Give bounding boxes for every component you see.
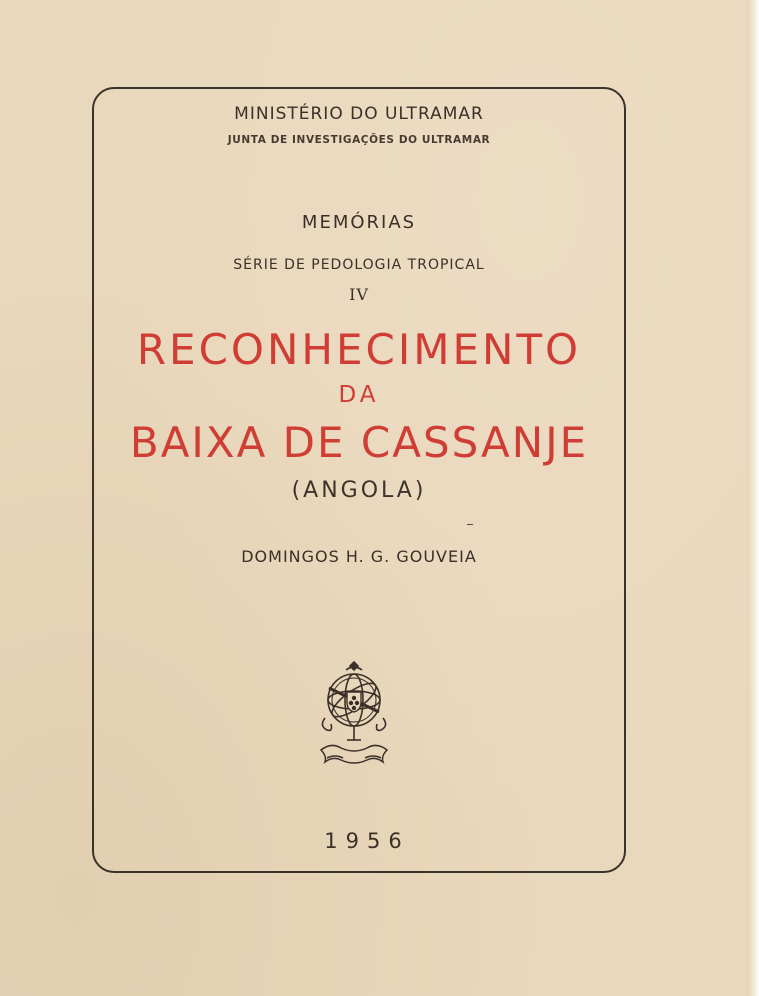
title-line-3: BAIXA DE CASSANJE [129,418,589,467]
ministry-name: MINISTÉRIO DO ULTRAMAR [234,104,484,124]
series-name: MEMÓRIAS [301,212,417,233]
publication-year: 1956 [324,829,410,853]
armillary-sphere-emblem [313,658,395,768]
ink-mark [467,524,473,525]
title-line-1: RECONHECIMENTO [136,325,582,374]
junta-name: JUNTA DE INVESTIGAÇÕES DO ULTRAMAR [227,134,491,146]
title-line-2: DA [338,382,380,408]
subseries-name: SÉRIE DE PEDOLOGIA TROPICAL [233,257,485,273]
cover-edge [747,0,759,996]
title-region: (ANGOLA) [291,478,427,503]
volume-number: IV [349,285,369,304]
author-name: DOMINGOS H. G. GOUVEIA [241,547,477,566]
